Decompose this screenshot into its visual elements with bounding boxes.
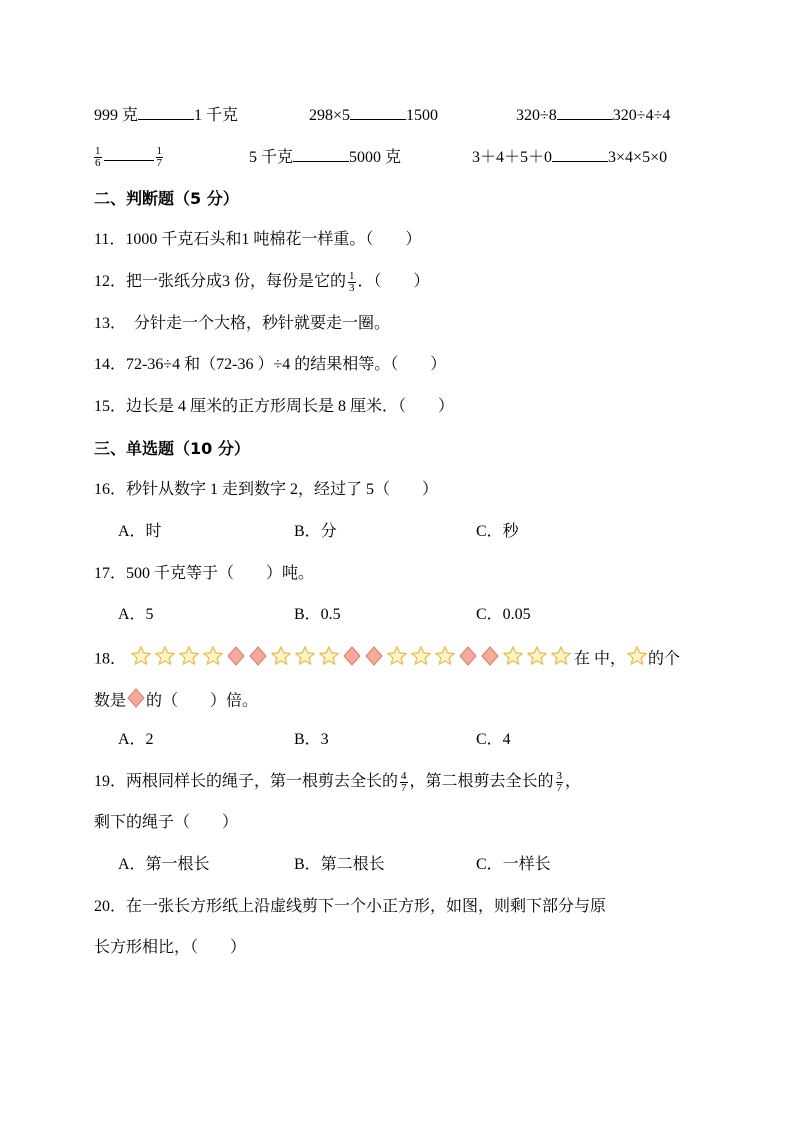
diamond-icon	[248, 645, 268, 675]
compare-left: 3＋4＋5＋0	[472, 149, 553, 166]
option-c[interactable]: C．4	[476, 731, 511, 748]
question-17	[94, 562, 314, 586]
option-b[interactable]: B．分	[294, 523, 337, 540]
star-icon	[318, 645, 340, 675]
star-icon	[130, 645, 152, 675]
question-number: 17．	[94, 565, 127, 582]
fraction: $\frac{1}{3}$	[349, 269, 355, 294]
question-text: 秒针从数字 1 走到数字 2，经过了 5（ ）	[126, 481, 439, 498]
question-number: 16．	[94, 481, 127, 498]
section-title-single-choice: 三、单选题（10 分）	[94, 439, 250, 458]
star-icon	[626, 645, 648, 675]
diamond-icon	[458, 645, 478, 675]
compare-left: 5 千克	[249, 149, 294, 166]
option-a[interactable]: A．第一根长	[118, 856, 210, 873]
star-icon	[154, 645, 176, 675]
option-b[interactable]: B．0.5	[294, 606, 341, 623]
fraction-right: $\frac{1}{7}$	[156, 144, 162, 169]
compare-2a	[92, 145, 165, 169]
question-20	[94, 895, 606, 919]
question-number: 20．	[94, 898, 127, 915]
question-text: 72-36÷4 和（72-36 ）÷4 的结果相等。（ ）	[126, 356, 447, 373]
question-number: 15．	[94, 398, 127, 415]
question-13	[94, 312, 390, 336]
compare-right: 320÷4÷4	[612, 107, 671, 124]
option-c[interactable]: C．秒	[476, 523, 519, 540]
question-11	[94, 228, 421, 252]
star-icon	[526, 645, 548, 675]
option-a[interactable]: A．2	[118, 731, 154, 748]
compare-2b	[249, 146, 401, 170]
question-text: ，第二根剪去全长的	[409, 773, 554, 790]
question-text: 两根同样长的绳子，第一根剪去全长的	[126, 773, 399, 790]
question-text: 1000 千克石头和1 吨棉花一样重。（ ）	[125, 231, 422, 248]
question-text: 的个	[648, 650, 681, 668]
star-icon	[410, 645, 432, 675]
question-19	[94, 770, 581, 794]
star-icon	[178, 645, 200, 675]
compare-right: 1 千克	[194, 107, 239, 124]
question-text: 把一张纸分成3 份，每份是它的	[126, 273, 347, 290]
compare-right: 5000 克	[349, 149, 402, 166]
star-icon	[502, 645, 524, 675]
fraction: $\frac{4}{7}$	[401, 769, 407, 794]
diamond-icon	[342, 645, 362, 675]
question-number: 13．	[94, 315, 119, 332]
option-a[interactable]: A．时	[118, 523, 162, 540]
answer-blank[interactable]	[104, 146, 154, 161]
question-text: 数是	[94, 692, 127, 710]
answer-blank[interactable]	[552, 147, 608, 162]
answer-blank[interactable]	[557, 105, 613, 120]
option-c[interactable]: C．一样长	[476, 856, 551, 873]
question-number: 18．	[94, 650, 127, 668]
question-number: 12．	[94, 273, 127, 290]
compare-left: 320÷8	[516, 107, 557, 124]
question-text: 长方形相比，（ ）	[94, 939, 247, 956]
question-15	[94, 395, 454, 419]
question-text: 剩下的绳子（ ）	[94, 814, 239, 831]
answer-blank[interactable]	[293, 147, 349, 162]
answer-blank[interactable]	[138, 105, 194, 120]
diamond-icon	[364, 645, 384, 675]
diamond-icon	[480, 645, 500, 675]
question-text: 在 中，	[574, 650, 627, 668]
star-icon	[270, 645, 292, 675]
diamond-icon	[126, 687, 146, 717]
option-b[interactable]: B．3	[294, 731, 329, 748]
compare-1a	[94, 104, 238, 128]
star-icon	[434, 645, 456, 675]
compare-1c	[516, 104, 670, 128]
question-text: ，	[565, 773, 582, 790]
diamond-icon	[226, 645, 246, 675]
star-icon	[202, 645, 224, 675]
question-number: 14．	[94, 356, 127, 373]
question-14	[94, 353, 446, 377]
compare-right: 1500	[406, 107, 439, 124]
question-19-cont	[94, 811, 238, 835]
shape-sequence	[130, 645, 574, 675]
question-text: 在一张长方形纸上沿虚线剪下一个小正方形，如图，则剩下部分与原	[126, 898, 607, 915]
question-text: 分针走一个大格，秒针就要走一圈。	[118, 315, 391, 332]
star-icon	[386, 645, 408, 675]
question-20-cont	[94, 936, 246, 960]
question-16	[94, 478, 438, 502]
section-title-judgement: 二、判断题（5 分）	[94, 189, 239, 208]
compare-1b	[309, 104, 438, 128]
star-icon	[294, 645, 316, 675]
option-b[interactable]: B．第二根长	[294, 856, 385, 873]
question-text: 的（ ）倍。	[146, 692, 259, 710]
fraction: $\frac{3}{7}$	[556, 769, 563, 794]
compare-right: 3×4×5×0	[608, 149, 668, 166]
question-18-cont	[94, 687, 258, 717]
question-text: ．（ ）	[357, 273, 430, 290]
compare-left: 999 克	[94, 107, 139, 124]
option-a[interactable]: A．5	[118, 606, 154, 623]
question-18	[94, 645, 680, 675]
question-text: 500 千克等于（ ）吨。	[126, 565, 315, 582]
compare-2c	[472, 146, 667, 170]
answer-blank[interactable]	[350, 105, 406, 120]
question-number: 11．	[94, 231, 126, 248]
question-12	[94, 270, 430, 294]
compare-left: 298×5	[309, 107, 351, 124]
question-number: 19．	[94, 773, 127, 790]
question-text: 边长是 4 厘米的正方形周长是 8 厘米．（ ）	[126, 398, 455, 415]
fraction-left: $\frac{1}{6}$	[95, 144, 101, 169]
option-c[interactable]: C．0.05	[476, 606, 531, 623]
star-icon	[550, 645, 572, 675]
